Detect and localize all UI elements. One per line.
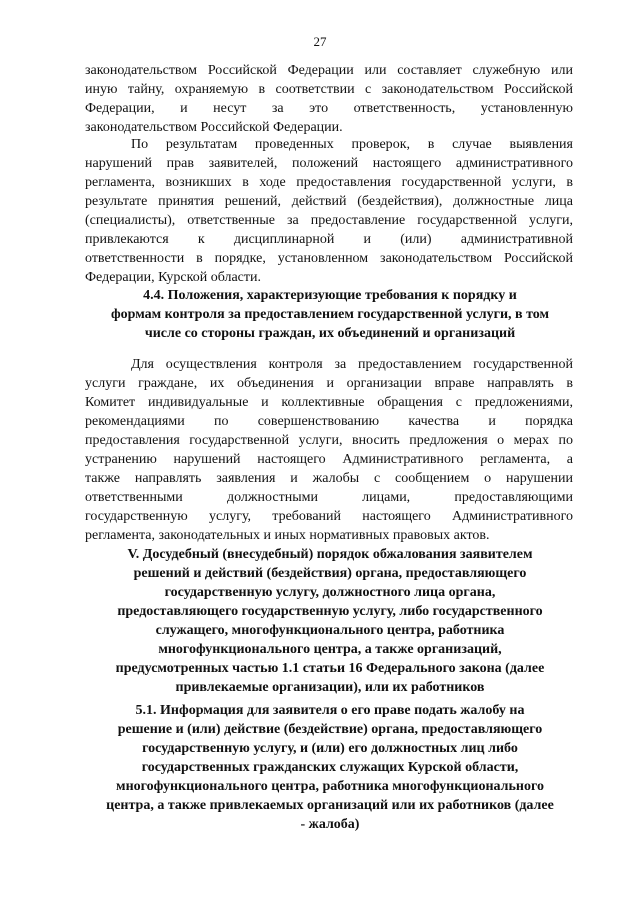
text-line: По результатам проведенных проверок, в случае выявления <box>131 137 573 152</box>
text-line: иную тайну, охраняемую в соответствии с законодательством Российской <box>85 82 573 97</box>
heading-line: формам контроля за предоставлением государственной услуги, в том <box>110 307 550 322</box>
text-line: также направлять заявления и жалобы с сообщением о нарушении <box>85 471 573 486</box>
section-heading-5-1 <box>70 701 590 834</box>
text-line: предоставления государственной услуги, вносить предложения о мерах по <box>85 433 573 448</box>
heading-line: государственную услугу, должностного лица органа, <box>164 585 496 600</box>
paragraph-continuation <box>85 61 573 137</box>
heading-line: многофункционального центра, а также организаций, <box>158 642 502 657</box>
text-line: нарушений прав заявителей, положений настоящего административного <box>85 156 573 171</box>
text-line: (специалисты), ответственные за предоставление государственной услуги, <box>85 213 573 228</box>
heading-line: 4.4. Положения, характеризующие требования к порядку и <box>143 288 517 303</box>
paragraph-inspection-results <box>85 135 573 287</box>
heading-line: центра, а также привлекаемых организаций или их работников (далее <box>106 798 554 813</box>
heading-line: предусмотренных частью 1.1 статьи 16 Федерального закона (далее <box>115 661 545 676</box>
text-line: привлекаются к дисциплинарной и (или) административной <box>85 232 573 247</box>
heading-line: государственную услугу, и (или) его должностных лиц либо <box>142 741 518 756</box>
heading-line: V. Досудебный (внесудебный) порядок обжалования заявителем <box>127 547 533 562</box>
text-line: Для осуществления контроля за предоставлением государственной <box>131 357 573 372</box>
paragraph-control <box>85 355 573 545</box>
heading-line: решение и (или) действие (бездействие) органа, предоставляющего <box>117 722 543 737</box>
text-line: устранению нарушений настоящего Административного регламента, а <box>85 452 573 467</box>
text-line: ответственными должностными лицами, предоставляющими <box>85 490 573 505</box>
text-line: рекомендациями по совершенствованию качества и порядка <box>85 414 573 429</box>
heading-line: 5.1. Информация для заявителя о его праве подать жалобу на <box>135 703 525 718</box>
heading-line: многофункционального центра, работника многофункционального <box>116 779 544 794</box>
heading-line: государственных гражданских служащих Курской области, <box>141 760 519 775</box>
text-line: услуги граждане, их объединения и организации вправе направлять в <box>85 376 573 391</box>
text-line: регламента, законодательных и иных нормативных правовых актов. <box>85 528 490 543</box>
text-line: законодательством Российской Федерации или составляет служебную или <box>85 63 573 78</box>
text-line: государственную услугу, требований настоящего Административного <box>85 509 573 524</box>
text-line: ответственности в порядке, установленном законодательством Российской <box>85 251 573 266</box>
heading-line: решений и действий (бездействия) органа, предоставляющего <box>133 566 527 581</box>
section-heading-4-4 <box>70 286 590 343</box>
section-heading-v <box>70 545 590 697</box>
page-number: 27 <box>313 34 327 49</box>
text-line: Комитет индивидуальные и коллективные обращения с предложениями, <box>85 395 573 410</box>
heading-line: предоставляющего государственную услугу, либо государственного <box>117 604 543 619</box>
text-line: результате принятия решений, действий (бездействия), должностные лица <box>85 194 573 209</box>
heading-line: числе со стороны граждан, их объединений и организаций <box>144 326 516 341</box>
text-line: законодательством Российской Федерации. <box>85 120 343 135</box>
heading-line: служащего, многофункционального центра, работника <box>155 623 505 638</box>
heading-line: - жалоба) <box>300 817 360 832</box>
text-line: Федерации, и несут за это ответственность, установленную <box>85 101 573 116</box>
text-line: Федерации, Курской области. <box>85 270 261 285</box>
text-line: регламента, возникших в ходе предоставления государственной услуги, в <box>85 175 573 190</box>
heading-line: привлекаемые организации), или их работников <box>175 680 485 695</box>
